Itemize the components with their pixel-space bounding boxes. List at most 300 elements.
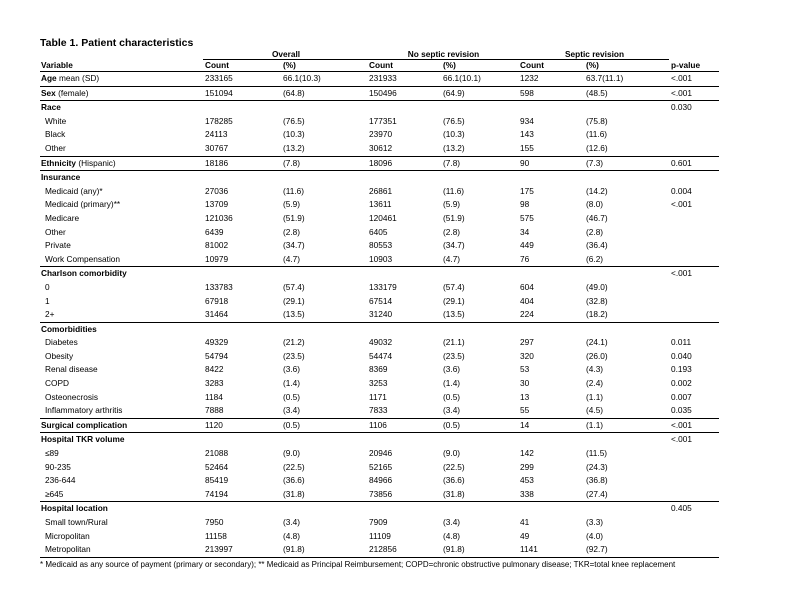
section-row bbox=[40, 101, 719, 115]
nonseptic-count-cell: 84966 bbox=[369, 475, 393, 486]
nonseptic-count-cell: 7833 bbox=[369, 405, 388, 416]
septic-pct-cell bbox=[584, 502, 669, 516]
nonseptic-pct-cell: (57.4) bbox=[443, 281, 465, 292]
nonseptic-pct-cell bbox=[441, 322, 518, 336]
row-label-text: Sex bbox=[41, 87, 56, 98]
section-row bbox=[40, 156, 719, 171]
nonseptic-pct-cell: 66.1(10.1) bbox=[441, 72, 518, 87]
septic-pct-cell: (11.5) bbox=[586, 448, 608, 459]
overall-pct-cell: (29.1) bbox=[283, 295, 305, 306]
overall-count-cell: 30767 bbox=[205, 142, 229, 153]
septic-count-cell: 143 bbox=[520, 129, 534, 140]
row-label bbox=[40, 404, 203, 418]
overall-pct-cell: (7.8) bbox=[281, 156, 367, 171]
nonseptic-count-cell: 31240 bbox=[369, 309, 393, 320]
table-body bbox=[40, 72, 719, 558]
nonseptic-pct-cell: (64.9) bbox=[441, 86, 518, 101]
p-value-cell: 0.004 bbox=[671, 185, 692, 196]
group-header-row bbox=[40, 49, 719, 60]
row-sublabel: mean (SD) bbox=[56, 73, 100, 83]
septic-pct-cell: (32.8) bbox=[586, 295, 608, 306]
septic-count-cell bbox=[518, 433, 584, 447]
nonseptic-pct-cell bbox=[441, 502, 518, 516]
overall-count-cell: 6439 bbox=[205, 226, 224, 237]
overall-pct-cell: (4.8) bbox=[283, 530, 301, 541]
nonseptic-count-cell: 1106 bbox=[367, 418, 441, 433]
row-label-text: Medicaid (primary)** bbox=[45, 199, 121, 210]
nonseptic-count-cell: 212856 bbox=[367, 543, 441, 557]
row-label bbox=[40, 198, 203, 212]
row-label-text: 2+ bbox=[45, 309, 55, 320]
p-value-cell: 0.007 bbox=[671, 391, 692, 402]
septic-count-cell: 320 bbox=[520, 350, 534, 361]
septic-pct-cell bbox=[584, 433, 669, 447]
nonseptic-count-cell: 133179 bbox=[369, 281, 397, 292]
overall-pct-cell: (13.2) bbox=[283, 142, 305, 153]
septic-count-cell: 90 bbox=[518, 156, 584, 171]
septic-pct-cell bbox=[584, 267, 669, 281]
table-row bbox=[40, 447, 719, 461]
overall-pct-cell: (1.4) bbox=[283, 378, 301, 389]
table-row bbox=[40, 474, 719, 488]
row-label bbox=[40, 115, 203, 129]
p-value-cell: <.001 bbox=[669, 72, 719, 87]
p-value-cell bbox=[669, 474, 719, 488]
col-variable: Variable bbox=[40, 60, 203, 72]
septic-pct-cell: (4.5) bbox=[586, 405, 604, 416]
p-value-cell bbox=[669, 530, 719, 544]
nonseptic-count-cell: 26861 bbox=[369, 185, 393, 196]
table-row bbox=[40, 530, 719, 544]
row-label-text: Obesity bbox=[45, 350, 74, 361]
p-value-cell bbox=[669, 295, 719, 309]
row-label-text: 236-644 bbox=[45, 475, 76, 486]
overall-pct-cell bbox=[281, 171, 367, 185]
row-label bbox=[40, 156, 203, 171]
nonseptic-pct-cell: (5.9) bbox=[443, 199, 461, 210]
overall-pct-cell: (34.7) bbox=[283, 240, 305, 251]
p-value-cell bbox=[669, 142, 719, 156]
document bbox=[40, 37, 719, 570]
overall-pct-cell: (64.8) bbox=[281, 86, 367, 101]
row-label-text: Comorbidities bbox=[41, 323, 97, 334]
nonseptic-pct-cell: (34.7) bbox=[443, 240, 465, 251]
nonseptic-count-cell: 18096 bbox=[367, 156, 441, 171]
p-value-cell: 0.601 bbox=[669, 156, 719, 171]
overall-count-cell: 81002 bbox=[205, 240, 229, 251]
p-value-cell: 0.193 bbox=[671, 364, 692, 375]
septic-count-cell: 1232 bbox=[518, 72, 584, 87]
table-row bbox=[40, 377, 719, 391]
overall-pct-cell bbox=[281, 433, 367, 447]
septic-count-cell bbox=[518, 502, 584, 516]
col-overall-count: Count bbox=[203, 60, 281, 72]
nonseptic-pct-cell: (22.5) bbox=[443, 461, 465, 472]
nonseptic-count-cell: 30612 bbox=[369, 142, 393, 153]
nonseptic-count-cell: 6405 bbox=[369, 226, 388, 237]
p-value-cell: <.001 bbox=[669, 433, 719, 447]
row-label bbox=[40, 543, 203, 557]
overall-count-cell: 7950 bbox=[205, 517, 224, 527]
row-label bbox=[40, 142, 203, 156]
row-label-text: Private bbox=[45, 240, 71, 251]
septic-count-cell bbox=[518, 267, 584, 281]
septic-count-cell: 55 bbox=[520, 405, 530, 416]
nonseptic-pct-cell: (23.5) bbox=[443, 350, 465, 361]
table-row bbox=[40, 198, 719, 212]
row-label bbox=[40, 474, 203, 488]
septic-count-cell: 1141 bbox=[518, 543, 584, 557]
row-label-text: Other bbox=[45, 226, 66, 237]
nonseptic-pct-cell: (0.5) bbox=[443, 391, 461, 402]
overall-pct-cell: (5.9) bbox=[283, 199, 301, 210]
nonseptic-pct-cell: (3.4) bbox=[443, 517, 461, 527]
section-row bbox=[40, 322, 719, 336]
septic-pct-cell: (48.5) bbox=[584, 86, 669, 101]
row-label bbox=[40, 86, 203, 101]
septic-count-cell: 934 bbox=[520, 115, 534, 126]
septic-pct-cell: (4.3) bbox=[586, 364, 604, 375]
septic-count-cell: 449 bbox=[520, 240, 534, 251]
row-label bbox=[40, 488, 203, 502]
septic-count-cell: 297 bbox=[520, 337, 534, 348]
overall-count-cell: 151094 bbox=[203, 86, 281, 101]
overall-pct-cell: (4.7) bbox=[283, 253, 301, 264]
p-value-cell bbox=[669, 212, 719, 226]
patient-characteristics-table bbox=[40, 49, 719, 558]
septic-count-cell: 155 bbox=[520, 142, 534, 153]
row-label bbox=[40, 502, 203, 516]
overall-count-cell bbox=[203, 322, 281, 336]
overall-pct-cell: (9.0) bbox=[283, 448, 301, 459]
overall-count-cell: 18186 bbox=[203, 156, 281, 171]
table-row bbox=[40, 239, 719, 253]
septic-count-cell: 30 bbox=[520, 378, 530, 389]
row-label-text: 90-235 bbox=[45, 461, 71, 472]
overall-pct-cell: (36.6) bbox=[283, 475, 305, 486]
nonseptic-pct-cell bbox=[441, 267, 518, 281]
column-header-row bbox=[40, 60, 719, 72]
section-row bbox=[40, 433, 719, 447]
overall-count-cell: 11158 bbox=[205, 530, 227, 541]
row-label bbox=[40, 171, 203, 185]
nonseptic-pct-cell: (21.1) bbox=[443, 337, 465, 348]
septic-pct-cell: (3.3) bbox=[586, 517, 604, 527]
overall-pct-cell bbox=[281, 502, 367, 516]
septic-count-cell: 76 bbox=[520, 253, 530, 264]
row-label-text: Work Compensation bbox=[45, 253, 121, 264]
septic-pct-cell: (36.4) bbox=[586, 240, 608, 251]
overall-pct-cell bbox=[281, 267, 367, 281]
septic-pct-cell: (12.6) bbox=[586, 142, 608, 153]
overall-count-cell: 121036 bbox=[205, 212, 233, 223]
table-row bbox=[40, 253, 719, 267]
table-title: Table 1. Patient characteristics bbox=[40, 37, 194, 49]
nonseptic-pct-cell: (3.6) bbox=[443, 364, 461, 375]
group-septic-revision: Septic revision bbox=[518, 49, 669, 60]
p-value-cell bbox=[669, 128, 719, 142]
septic-count-cell bbox=[518, 322, 584, 336]
overall-pct-cell: 66.1(10.3) bbox=[281, 72, 367, 87]
p-value-cell: 0.002 bbox=[671, 378, 692, 389]
p-value-cell bbox=[669, 308, 719, 322]
col-nonseptic-count: Count bbox=[367, 60, 441, 72]
nonseptic-pct-cell: (9.0) bbox=[443, 448, 461, 459]
overall-pct-cell: (11.6) bbox=[283, 185, 305, 196]
row-label-text: ≥645 bbox=[45, 488, 64, 499]
row-label-text: ≤89 bbox=[45, 448, 59, 459]
table-row bbox=[40, 336, 719, 350]
nonseptic-count-cell: 1171 bbox=[369, 391, 387, 402]
p-value-cell bbox=[669, 171, 719, 185]
overall-pct-cell: (51.9) bbox=[283, 212, 305, 223]
row-label bbox=[40, 322, 203, 336]
septic-pct-cell: (24.1) bbox=[586, 337, 608, 348]
row-label-text: Insurance bbox=[41, 172, 81, 183]
septic-count-cell: 14 bbox=[518, 418, 584, 433]
row-label bbox=[40, 101, 203, 115]
overall-count-cell: 3283 bbox=[205, 378, 224, 389]
row-label bbox=[40, 226, 203, 240]
nonseptic-count-cell: 120461 bbox=[369, 212, 397, 223]
nonseptic-pct-cell: (13.5) bbox=[443, 309, 465, 320]
septic-count-cell: 142 bbox=[520, 448, 534, 459]
p-value-cell bbox=[669, 447, 719, 461]
p-value-cell: <.001 bbox=[669, 418, 719, 433]
overall-pct-cell: (31.8) bbox=[283, 488, 305, 499]
section-row bbox=[40, 72, 719, 87]
row-label bbox=[40, 308, 203, 322]
nonseptic-count-cell bbox=[367, 322, 441, 336]
overall-pct-cell: (3.6) bbox=[283, 364, 301, 375]
row-label-text: Small town/Rural bbox=[45, 517, 108, 527]
overall-pct-cell: (13.5) bbox=[283, 309, 305, 320]
nonseptic-pct-cell: (7.8) bbox=[441, 156, 518, 171]
p-value-cell bbox=[669, 543, 719, 557]
nonseptic-count-cell: 13611 bbox=[369, 199, 392, 210]
nonseptic-pct-cell bbox=[441, 433, 518, 447]
nonseptic-pct-cell: (4.8) bbox=[443, 530, 461, 541]
row-label bbox=[40, 72, 203, 87]
overall-count-cell: 1184 bbox=[205, 391, 223, 402]
p-value-cell: <.001 bbox=[669, 86, 719, 101]
row-label-text: Osteonecrosis bbox=[45, 391, 99, 402]
nonseptic-pct-cell bbox=[441, 171, 518, 185]
row-label bbox=[40, 447, 203, 461]
nonseptic-count-cell: 54474 bbox=[369, 350, 393, 361]
overall-pct-cell: (21.2) bbox=[283, 337, 305, 348]
row-label-text: Medicare bbox=[45, 212, 80, 223]
table-row bbox=[40, 391, 719, 405]
nonseptic-count-cell bbox=[367, 267, 441, 281]
overall-pct-cell: (3.4) bbox=[283, 517, 301, 527]
nonseptic-pct-cell: (4.7) bbox=[443, 253, 461, 264]
row-label bbox=[40, 363, 203, 377]
p-value-cell bbox=[669, 281, 719, 295]
nonseptic-pct-cell: (0.5) bbox=[441, 418, 518, 433]
septic-pct-cell: (6.2) bbox=[586, 253, 604, 264]
septic-pct-cell: (2.4) bbox=[586, 378, 604, 389]
row-label-text: Charlson comorbidity bbox=[41, 268, 127, 279]
overall-count-cell: 178285 bbox=[205, 115, 233, 126]
overall-pct-cell: (76.5) bbox=[283, 115, 305, 126]
septic-pct-cell: (1.1) bbox=[584, 418, 669, 433]
p-value-cell: <.001 bbox=[671, 199, 693, 210]
nonseptic-count-cell: 80553 bbox=[369, 240, 393, 251]
septic-count-cell bbox=[518, 101, 584, 115]
nonseptic-count-cell: 10903 bbox=[369, 253, 393, 264]
nonseptic-pct-cell: (36.6) bbox=[443, 475, 465, 486]
overall-count-cell: 24113 bbox=[205, 129, 228, 140]
row-label-text: Surgical complication bbox=[41, 419, 128, 430]
nonseptic-count-cell: 20946 bbox=[369, 448, 393, 459]
overall-pct-cell: (23.5) bbox=[283, 350, 305, 361]
septic-pct-cell: (1.1) bbox=[586, 391, 604, 402]
row-label-text: Other bbox=[45, 142, 66, 153]
nonseptic-pct-cell: (3.4) bbox=[443, 405, 461, 416]
row-label bbox=[40, 185, 203, 199]
row-label bbox=[40, 239, 203, 253]
septic-pct-cell: 63.7(11.1) bbox=[584, 72, 669, 87]
septic-count-cell: 34 bbox=[520, 226, 530, 237]
septic-count-cell bbox=[518, 171, 584, 185]
septic-count-cell: 175 bbox=[520, 185, 534, 196]
septic-count-cell: 41 bbox=[520, 517, 530, 527]
septic-pct-cell: (24.3) bbox=[586, 461, 608, 472]
overall-count-cell: 74194 bbox=[205, 488, 229, 499]
p-value-cell bbox=[669, 461, 719, 475]
table-row bbox=[40, 543, 719, 557]
septic-pct-cell: (26.0) bbox=[586, 350, 608, 361]
overall-count-cell: 27036 bbox=[205, 185, 229, 196]
septic-pct-cell: (7.3) bbox=[584, 156, 669, 171]
row-label-text: Race bbox=[41, 102, 61, 113]
row-label-text: White bbox=[45, 115, 67, 126]
nonseptic-pct-cell: (1.4) bbox=[443, 378, 461, 389]
nonseptic-count-cell: 49032 bbox=[369, 337, 393, 348]
septic-pct-cell: (92.7) bbox=[584, 543, 669, 557]
nonseptic-pct-cell bbox=[441, 101, 518, 115]
overall-pct-cell: (2.8) bbox=[283, 226, 301, 237]
septic-count-cell: 598 bbox=[518, 86, 584, 101]
table-row bbox=[40, 142, 719, 156]
overall-pct-cell bbox=[281, 322, 367, 336]
table-row bbox=[40, 363, 719, 377]
row-label-text: Ethnicity bbox=[41, 157, 77, 168]
overall-count-cell: 8422 bbox=[205, 364, 224, 375]
table-footnote: * Medicaid as any source of payment (primary or secondary); ** Medicaid as Principal Reimbursement; COPD=chronic obstructive pulmonary disease; TKR=total knee replacement bbox=[40, 559, 676, 569]
nonseptic-pct-cell: (11.6) bbox=[443, 185, 465, 196]
section-row bbox=[40, 267, 719, 281]
overall-count-cell bbox=[203, 171, 281, 185]
row-label bbox=[40, 212, 203, 226]
septic-pct-cell bbox=[584, 322, 669, 336]
overall-pct-cell: (22.5) bbox=[283, 461, 305, 472]
septic-pct-cell: (75.8) bbox=[586, 115, 608, 126]
p-value-cell bbox=[669, 516, 719, 530]
overall-count-cell: 54794 bbox=[205, 350, 229, 361]
septic-pct-cell bbox=[584, 101, 669, 115]
nonseptic-pct-cell: (76.5) bbox=[443, 115, 465, 126]
septic-pct-cell: (14.2) bbox=[586, 185, 608, 196]
nonseptic-pct-cell: (91.8) bbox=[441, 543, 518, 557]
row-sublabel: (female) bbox=[55, 87, 89, 98]
table-row bbox=[40, 350, 719, 364]
p-value-cell bbox=[669, 488, 719, 502]
nonseptic-count-cell bbox=[367, 502, 441, 516]
col-overall-pct: (%) bbox=[281, 60, 367, 72]
nonseptic-count-cell: 8369 bbox=[369, 364, 388, 375]
p-value-cell bbox=[669, 322, 719, 336]
nonseptic-pct-cell: (29.1) bbox=[443, 295, 465, 306]
overall-pct-cell: (3.4) bbox=[283, 405, 301, 416]
row-label bbox=[40, 377, 203, 391]
table-row bbox=[40, 128, 719, 142]
septic-count-cell: 53 bbox=[520, 364, 530, 375]
p-value-cell: 0.035 bbox=[671, 405, 692, 416]
nonseptic-count-cell: 177351 bbox=[369, 115, 397, 126]
row-label bbox=[40, 391, 203, 405]
row-sublabel: (Hispanic) bbox=[76, 157, 116, 168]
row-label-text: Medicaid (any)* bbox=[45, 185, 103, 196]
septic-pct-cell: (2.8) bbox=[586, 226, 604, 237]
section-row bbox=[40, 86, 719, 101]
col-septic-count: Count bbox=[518, 60, 584, 72]
septic-pct-cell: (27.4) bbox=[586, 488, 608, 499]
row-label bbox=[40, 516, 203, 530]
nonseptic-count-cell: 23970 bbox=[369, 129, 393, 140]
row-label bbox=[40, 253, 203, 267]
nonseptic-count-cell: 7909 bbox=[369, 517, 388, 527]
section-row bbox=[40, 171, 719, 185]
section-row bbox=[40, 418, 719, 433]
nonseptic-count-cell: 67514 bbox=[369, 295, 393, 306]
row-label-text: Inflammatory arthritis bbox=[45, 405, 123, 416]
row-label-text: Age bbox=[41, 73, 57, 83]
table-row bbox=[40, 461, 719, 475]
septic-count-cell: 575 bbox=[520, 212, 534, 223]
nonseptic-count-cell bbox=[367, 171, 441, 185]
septic-pct-cell: (49.0) bbox=[586, 281, 608, 292]
nonseptic-count-cell: 52165 bbox=[369, 461, 393, 472]
table-row bbox=[40, 516, 719, 530]
row-label-text: Diabetes bbox=[45, 337, 78, 348]
nonseptic-count-cell: 11109 bbox=[369, 530, 391, 541]
septic-pct-cell: (8.0) bbox=[586, 199, 604, 210]
overall-pct-cell: (57.4) bbox=[283, 281, 305, 292]
row-label-text: Black bbox=[45, 129, 66, 140]
septic-pct-cell: (11.6) bbox=[586, 129, 608, 140]
overall-count-cell: 133783 bbox=[205, 281, 233, 292]
col-p-value: p-value bbox=[669, 60, 719, 72]
overall-count-cell: 21088 bbox=[205, 448, 229, 459]
table-row bbox=[40, 185, 719, 199]
row-label-text: 0 bbox=[45, 281, 50, 292]
septic-count-cell: 453 bbox=[520, 475, 534, 486]
septic-pct-cell: (4.0) bbox=[586, 530, 604, 541]
row-label bbox=[40, 350, 203, 364]
row-label-text: Metropolitan bbox=[45, 544, 91, 555]
nonseptic-pct-cell: (31.8) bbox=[443, 488, 465, 499]
section-row bbox=[40, 502, 719, 516]
table-row bbox=[40, 308, 719, 322]
table-row bbox=[40, 404, 719, 418]
row-label-text: Renal disease bbox=[45, 364, 98, 375]
septic-count-cell: 604 bbox=[520, 281, 534, 292]
overall-count-cell: 85419 bbox=[205, 475, 229, 486]
p-value-cell: 0.011 bbox=[671, 337, 692, 348]
nonseptic-count-cell: 150496 bbox=[367, 86, 441, 101]
